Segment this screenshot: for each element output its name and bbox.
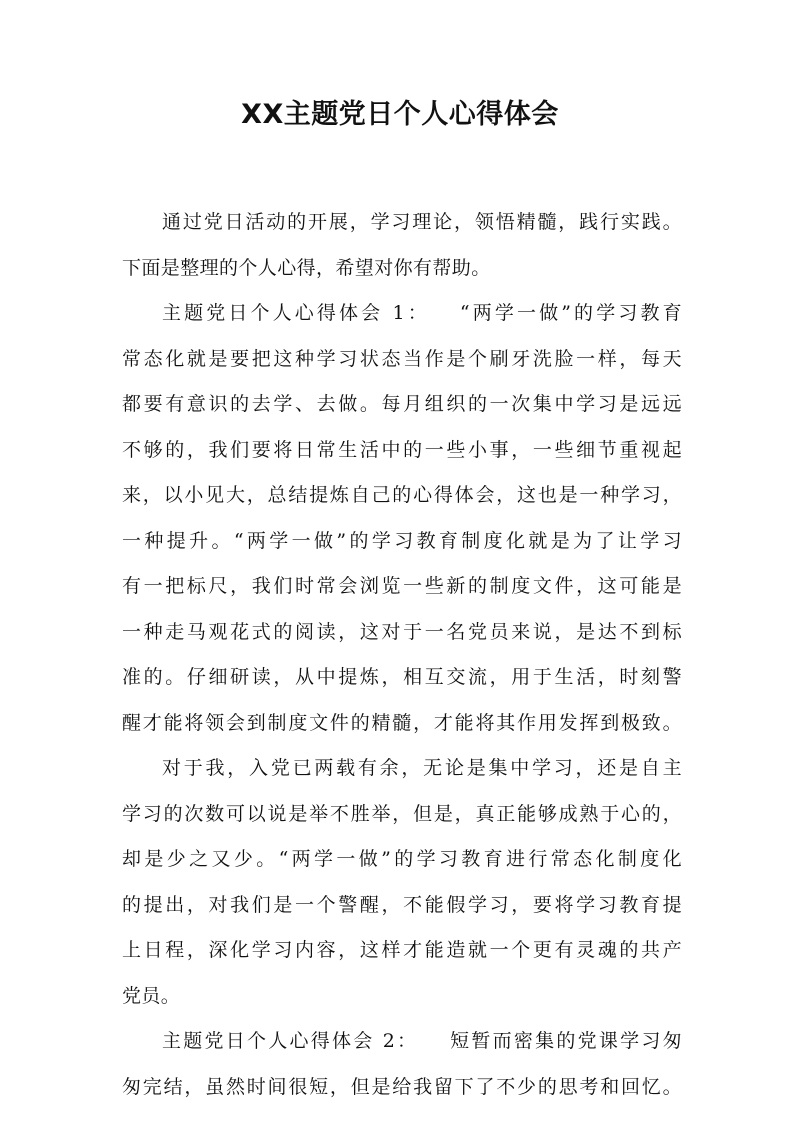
section-heading: 主题党日个人心得体会 1：: [162, 302, 430, 324]
body-line: 一种走马观花式的阅读，这对于一名党员来说，是达不到标: [122, 620, 682, 643]
body-line: 党员。: [122, 984, 181, 1007]
body-line: 来，以小见大，总结提炼自己的心得体会，这也是一种学习，: [122, 484, 682, 506]
body-line: 学习的次数可以说是举不胜举，但是，真正能够成熟于心的，: [122, 802, 682, 825]
body-line: 不够的，我们要将日常生活中的一些小事，一些细节重视起: [122, 438, 682, 461]
body-line: 匆完结，虽然时间很短，但是给我留下了不少的思考和回忆。: [122, 1075, 682, 1098]
body-line: 醒才能将领会到制度文件的精髓，才能将其作用发挥到极致。: [122, 711, 682, 734]
body-line: 对于我，入党已两载有余，无论是集中学习，还是自主: [162, 757, 682, 779]
body-line-heading-2: [122, 1019, 682, 1065]
section-lead: “两学一做”的学习教育: [459, 302, 682, 324]
body-line: 却是少之又少。“两学一做”的学习教育进行常态化制度化: [122, 848, 682, 870]
body-line: 常态化就是要把这种学习状态当作是个刷牙洗脸一样，每天: [122, 347, 682, 370]
body-line: 下面是整理的个人心得，希望对你有帮助。: [122, 256, 491, 279]
section-lead: 短暂而密集的党课学习匆: [448, 1030, 682, 1052]
body-line: 一种提升。“两学一做”的学习教育制度化就是为了让学习: [122, 529, 682, 552]
body-line: 都要有意识的去学、去做。每月组织的一次集中学习是远远: [122, 393, 682, 415]
section-heading: 主题党日个人心得体会 2：: [162, 1030, 419, 1052]
body-line: 通过党日活动的开展，学习理论，领悟精髓，践行实践。: [162, 211, 682, 233]
body-line: 上日程，深化学习内容，这样才能造就一个更有灵魂的共产: [122, 939, 682, 961]
document-body: [122, 200, 682, 1110]
body-line: 准的。仔细研读，从中提炼，相互交流，用于生活，时刻警: [122, 666, 682, 688]
document-title: XX主题党日个人心得体会: [241, 99, 559, 130]
body-line-heading-1: [122, 291, 682, 337]
body-line: 的提出，对我们是一个警醒，不能假学习，要将学习教育提: [122, 893, 682, 916]
body-line: 有一把标尺，我们时常会浏览一些新的制度文件，这可能是: [122, 575, 682, 597]
